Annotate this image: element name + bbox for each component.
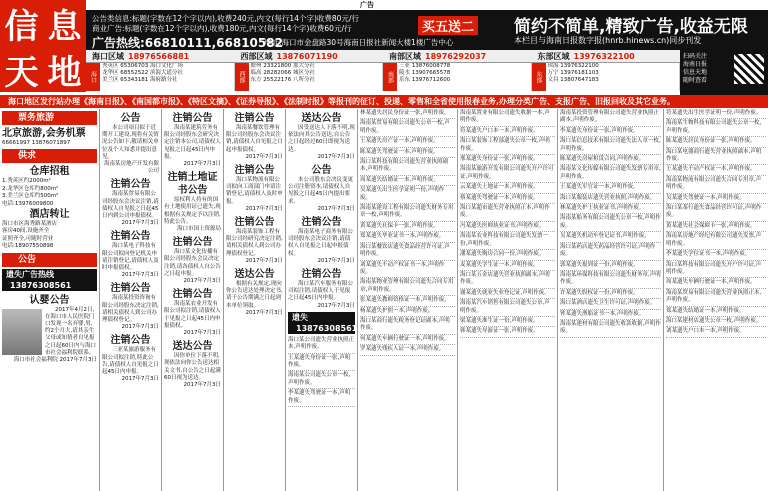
notice-sign: 2017年7月3日 [317, 153, 355, 160]
list-item: 吴某遗失出生医学证明一份,声明作废。 [360, 186, 455, 204]
list-item: 王某遗失房产证一本,声明作废。 [360, 137, 455, 147]
notice-sign: 2017年7月3日 [121, 272, 159, 279]
notice-sign: 海南某房地产开发有限公司 [103, 161, 159, 175]
notice-title: 注销公告 [110, 283, 151, 295]
hotel-line: 证照齐全,可随时营业 [2, 235, 54, 242]
region-phone [383, 50, 532, 62]
list-item: 海南某置业有限公司遗失收据一本,声明作废。 [460, 109, 555, 127]
list-item: 海南某投资管理有限公司遗失营业执照正副本,声明作废。 [560, 109, 661, 127]
hotline-label: 遗失 [292, 312, 308, 322]
list-item: 潘某遗失购房合同一份,声明作废。 [460, 250, 555, 260]
notice-title: 注销公告 [234, 113, 275, 124]
list-item: 海口某建材店遗失公章一枚,声明作废。 [666, 317, 766, 327]
notice-sign: 2017年7月3日 [183, 382, 221, 389]
ad-banner [86, 10, 768, 50]
list-item: 海口某五金店遗失营业执照副本,声明作废。 [460, 271, 555, 289]
notice-title: 注销公告 [234, 165, 275, 177]
list-item: 海南某环保科技有限公司遗失财务章,声明作废。 [560, 271, 661, 289]
ad-sub: 本栏目与海南日报数字报(hnrb.hinews.cn)同步刊发 [514, 36, 702, 45]
lost-ad-hotline [2, 269, 97, 291]
ad-address: 地址:海口市金盘路30号海南日报社新闻大楼1楼广告中心 [264, 38, 454, 47]
hotel-line: 海口市区海秀路某酒店 [2, 221, 58, 228]
logo-char-4: 地 [43, 46, 86, 92]
column-1 [0, 109, 100, 491]
branch-block [532, 63, 681, 91]
promo-badge: 买五送二 [418, 16, 478, 35]
notice-body: 海口某文化传播有限公司经股东会议决定注销,请各债权人自公告之日起申报。 [164, 249, 221, 277]
notice-body: 海南某建筑劳务有限公司经股东会研究决定注销本公司,请债权人见报之日起45日内申报。 [164, 125, 221, 160]
notice-sign: 海口市国土资源局 [176, 226, 221, 233]
notice-title: 送达公告 [234, 269, 275, 281]
list-item: 刘某遗失不动产权证书一本,声明作废。 [360, 261, 455, 279]
branch-line: 儋州 23321800 那大分社 [250, 63, 315, 69]
notice-title: 注销公告 [301, 217, 342, 229]
list-item: 杨某遗失护照一本,声明作废。 [360, 307, 455, 317]
ad-rate-line-1: 公告类信息:标题(字数在12个字以内),收费240元,内文(每行14个字)收费80元/行 [92, 14, 359, 23]
ad-slogan: 简约不简单,精致广告,收益无限 [514, 17, 748, 37]
list-item: 海南某建设工程有限公司遗失财务专用章一枚,声明作废。 [360, 204, 455, 222]
list-item: 韩某遗失导游证一张,声明作废。 [460, 327, 555, 337]
list-item: 何某遗失车辆行驶证一本,声明作废。 [360, 335, 455, 345]
notice-sign: 2017年7月3日 [317, 205, 355, 212]
ad-rate-line-2: 商业广告:标题(字数在12个字以内),收费180元,内文(每行14个字)收费60元/行 [92, 24, 352, 33]
notice-title: 注销公告 [234, 217, 275, 229]
list-item: 海南某房地产经纪有限公司遗失发票,声明作废。 [666, 232, 766, 250]
list-item: 王某遗失不动产权证一本,声明作废。 [666, 165, 766, 175]
list-item: 郑某遗失结婚证一本,声明作废。 [666, 307, 766, 317]
section-head-travel: 票务旅游 [2, 111, 97, 125]
branch-line: 三亚 13876008778 [399, 63, 451, 69]
branch-block [235, 63, 384, 91]
list-item: 王某遗失军官证一本,声明作废。 [560, 183, 661, 193]
infant-photo [2, 309, 42, 355]
notice-sign: 2017年7月3日 [121, 376, 159, 383]
notice-title: 注销公告 [110, 231, 151, 243]
notice-title: 送达公告 [172, 341, 213, 353]
list-item: 海口某装饰工程部遗失公章一枚,声明作废。 [460, 137, 555, 155]
region-name: 南部区域 [389, 52, 421, 61]
list-item: 林某遗失护士执业证书,声明作废。 [560, 204, 661, 214]
qr-text: 海南日报 [683, 61, 708, 68]
list-item: 邢某遗失身份证一张,声明作废。 [460, 155, 555, 165]
notice-title: 注销公告 [110, 335, 151, 347]
notice-title: 注销公告 [110, 179, 151, 191]
list-item: 陈某遗失房屋租赁合同,声明作废。 [560, 155, 661, 165]
branch-line: 美兰区 65343181 海府路分社 [102, 77, 178, 83]
notice-body: 因受送达人下落不明,现依法向其公告送达,自公告之日起经过60日即视为送达。 [288, 125, 355, 153]
travel-agency-title: 北京旅游,会务机票 [2, 128, 86, 139]
list-item: 陈某遗失驾驶证一本,声明作废。 [360, 148, 455, 158]
list-item: 麦某遗失学生证一本,声明作废。 [460, 261, 555, 271]
notice-sign: 2017年7月3日 [121, 220, 159, 227]
list-item: 海口某电器商行遗失营业执照副本,声明作废。 [666, 148, 766, 166]
list-item: 李某遗失驾驶证一本,声明作废。 [288, 389, 355, 407]
hotel-line: 客房40间,设施齐全 [2, 228, 50, 235]
notice-sign: 2017年7月3日 [245, 205, 283, 212]
branch-line: 万宁 13976181103 [547, 70, 599, 76]
list-item: 吴某遗失驾驶证一本,声明作废。 [666, 194, 766, 204]
list-item: 黄某遗失社会保障卡一张,声明作废。 [666, 222, 766, 232]
list-item: 云某遗失土地证一本,声明作废。 [460, 183, 555, 193]
logo-char-1: 信 [0, 0, 43, 46]
notice-sign: 2017年7月3日 [317, 302, 355, 309]
notice-title: 公告 [120, 113, 141, 124]
notice-sign: 海口市社会福利院 2017年7月3日 [13, 357, 97, 364]
list-item: 海口某服装店遗失营业执照,声明作废。 [560, 194, 661, 204]
branch-block [383, 63, 532, 91]
list-item: 王某遗失身份证一张,声明作废。 [288, 354, 355, 372]
section-label: 广告 [360, 1, 374, 9]
notice-title: 注销公告 [172, 237, 213, 249]
notice-sign: 2017年7月3日 [183, 278, 221, 285]
list-item: 海口某药店遗失药品经营许可证,声明作废。 [560, 243, 661, 261]
branch-line: 琼海 13976322100 [547, 63, 599, 69]
notice-title: 公告 [311, 165, 332, 177]
notice-body: 根据有关规定,现向你公告送达处理决定书,请于公告期满之日起到本单位领取。 [226, 281, 283, 309]
notice-title: 注销公告 [301, 269, 342, 281]
notice-body: 三亚某旅游服务有限公司拟注销,特此公告,请债权人自见报之日起45日内申报。 [102, 347, 159, 376]
list-item: 海口某科技有限公司遗失营业执照副本,声明作废。 [360, 158, 455, 176]
branch-tag: 东部 [532, 63, 546, 91]
qr-code-icon [734, 54, 764, 84]
list-item: 海南某贸易有限公司遗失公章一枚,声明作废。 [360, 119, 455, 137]
region-phone-row [86, 50, 680, 63]
branch-tag: 南部 [383, 63, 397, 91]
branch-line: 东方 25522176 八所分社 [250, 77, 315, 83]
list-item: 周某遗失结婚证一本,声明作废。 [360, 176, 455, 186]
logo-char-2: 息 [43, 0, 86, 46]
page-top-bar [0, 0, 768, 10]
column-7 [458, 109, 558, 491]
region-phone [532, 50, 681, 62]
list-item: 符某遗失户口本一本,声明作废。 [460, 127, 555, 137]
classifieds-content [0, 109, 768, 491]
branch-block [86, 63, 235, 91]
list-item: 罗某遗失残疾人证一本,声明作废。 [360, 345, 455, 355]
list-item: 梁某遗失准生证一份,声明作废。 [460, 317, 555, 327]
column-5 [286, 109, 358, 491]
list-item: 李某遗失学位证书一本,声明作废。 [666, 250, 766, 260]
list-item: 海口某超市遗失营业执照正本,声明作废。 [460, 204, 555, 222]
list-item: 海南某贸易有限公司遗失营业执照正本,声明作废。 [666, 289, 766, 307]
notice-sign: 2017年7月3日 [245, 153, 283, 160]
list-item: 海南某农业科技有限公司遗失发票一份,声明作废。 [460, 232, 555, 250]
distribution-notice-bar: 海口地区发行站办理《海南日报》、《南国都市报》、《特区文摘》、《证券导报》、《法制时报》等报刊的征订、投递、零售和全省使用报春业务,办理分类广告、支报广告、旧报回收及其它业务。 [0, 95, 768, 108]
list-item: 海口某商行遗失税务登记证副本,声明作废。 [360, 317, 455, 335]
notice-title: 注销公告 [172, 289, 213, 301]
list-item: 吴某遗失机动车登记证书,声明作废。 [560, 232, 661, 242]
branch-line: 临高 28282066 城区分社 [250, 70, 315, 76]
column-4 [224, 109, 286, 491]
region-name: 东部区域 [537, 52, 570, 61]
branch-line: 陵水 13907665578 [399, 70, 451, 76]
list-item: 陈某遗失居民身份证一张,声明作废。 [666, 137, 766, 147]
notice-title: 认婴公告 [29, 294, 70, 306]
hotel-title: 酒店转让 [29, 209, 70, 221]
list-item: 海口某茶行遗失食品经营许可证,声明作废。 [666, 204, 766, 222]
notice-sign: 2017年7月3日 [121, 324, 159, 331]
branch-list [86, 63, 680, 91]
branch-tag: 海口 [86, 63, 100, 91]
masthead [0, 10, 768, 50]
notice-body: 海南某装饰工程有限公司经研究决定注销,请相关债权人到公司办理债权登记。 [226, 229, 283, 257]
list-item: 海口某公司遗失营业执照正本,声明作废。 [288, 336, 355, 354]
region-number: 18976566881 [128, 52, 190, 61]
hotline-number: 13876308561 [296, 323, 358, 333]
list-item: 林某遗失居民身份证一张,声明作废。 [360, 109, 455, 119]
region-name: 西部区域 [240, 52, 273, 61]
notice-title: 注销土地证书公告 [167, 172, 218, 197]
list-item: 李某遗失身份证一张,声明作废。 [560, 127, 661, 137]
list-item: 海南某物业管理有限公司遗失合同专用章,声明作废。 [360, 278, 455, 296]
region-phone [86, 50, 235, 62]
list-item: 海南某建材有限公司遗失收款收据,声明作废。 [560, 320, 661, 338]
hotline-number: 13876308561 [10, 280, 72, 290]
branch-line: 乐东 13976712600 [399, 77, 451, 83]
list-item: 黄某遗失社保卡一张,声明作废。 [360, 222, 455, 232]
branch-line: 文昌 13807647183 [547, 77, 599, 83]
branch-line: 龙华区 68552522 滨海大道分社 [102, 70, 183, 76]
lost-hotline [288, 312, 358, 334]
list-item: 海口某餐饮店遗失食品经营许可证,声明作废。 [360, 243, 455, 261]
notice-sign: 2017年7月3日 [245, 309, 283, 316]
list-item: 海南某生物科技有限公司遗失公章一枚,声明作废。 [666, 119, 766, 137]
notice-body: 因你单位下落不明,现依法向你公告送达相关文书,自公告之日起满60日视为送达。 [164, 353, 221, 381]
notice-body: 海南某电子商务有限公司经股东会决议注销,请债权人自见报之日起申报债权。 [288, 229, 354, 257]
list-item: 海南某汽车销售有限公司遗失公章,声明作废。 [460, 299, 555, 317]
list-item: 谢某遗失就业失业登记证,声明作废。 [460, 289, 555, 299]
column-9 [664, 109, 768, 491]
region-number: 13876071190 [276, 52, 338, 61]
list-item: 海南某旅游开发有限公司遗失开户许可证,声明作废。 [460, 165, 555, 183]
rent-title: 仓库招租 [29, 166, 70, 178]
list-item: 海南某物流有限公司遗失合同专用章,声明作废。 [666, 176, 766, 194]
notice-body: 本公司项目拟于近期开工建设,现将有关情况公告如下,敬请相关单位及个人知悉并提出意见。 [102, 125, 159, 160]
notice-body: 原权利人持有的国有土地使用证已遗失,现根据有关规定予以注销,特此公告。 [164, 197, 221, 225]
list-item: 钟某遗失渔船证书一本,声明作废。 [560, 310, 661, 320]
list-item: 海南某船务有限公司遗失公章一枚,声明作废。 [560, 214, 661, 232]
branch-line: 秀英区 65306703 海口文化广场 [102, 63, 183, 69]
list-item: 海南某文化传媒有限公司遗失发票专用章,声明作废。 [560, 165, 661, 183]
notice-body: 海口某汽车服务有限公司拟注销,请债权人于见报之日起45日内申报。 [288, 281, 354, 302]
column-2 [100, 109, 162, 491]
notice-body: 海南某贸易有限公司经股东会决议注销,请债权人自见报之日起45日内到公司申报债权。 [102, 191, 159, 220]
rent-line: 3.美兰区仓库约500m² [2, 193, 59, 200]
list-item: 海口某信息技术有限公司遗失法人章一枚,声明作废。 [560, 137, 661, 155]
column-6 [358, 109, 458, 491]
logo [0, 0, 86, 92]
region-name: 海口区域 [92, 52, 124, 61]
notice-body: 海南某投资咨询有限公司经股东决定注销,请相关债权人到公司办理债权登记。 [102, 295, 159, 324]
rent-line: 电话:13976009800 [2, 200, 54, 207]
qr-text: 信息天地 [683, 69, 708, 76]
hotline-label: 遗失广告热线 [6, 269, 54, 279]
qr-panel [680, 50, 768, 95]
list-item: 刘某遗失户口本一本,声明作废。 [666, 327, 766, 337]
notice-sign: 2017年7月3日 [183, 330, 221, 337]
qr-text: 随时查看 [683, 77, 708, 84]
hotel-line: 电话:18907550898 [2, 243, 54, 250]
rent-line: 2.龙华区仓库约800m² [2, 185, 59, 192]
list-item: 海南某公司遗失公章一枚,声明作废。 [288, 371, 355, 389]
notice-sign: 2017年7月3日 [245, 257, 283, 264]
list-item: 符某遗失出生医学证明一份,声明作废。 [666, 109, 766, 119]
region-number: 18976292037 [425, 52, 487, 61]
qr-text: 扫码关注 [683, 53, 708, 60]
notice-body: 海口某物流有限公司拟向工商部门申请注销登记,请债权人及时申报。 [226, 177, 283, 205]
rent-line: 1.秀英区约2000m² [2, 178, 51, 185]
notice-body: 海口某电子科技有限公司拟向登记机关申请注销登记,请债权人及时申报债权。 [102, 243, 159, 272]
list-item: 周某遗失车辆行驶证一本,声明作废。 [666, 278, 766, 288]
notice-title: 注销公告 [172, 113, 213, 124]
travel-agency-phone: 66661997 13876071897 [2, 140, 71, 146]
notice-title: 送达公告 [301, 113, 342, 124]
section-head-notice: 公告 [2, 253, 97, 267]
list-item: 郭某遗失报到证一份,声明作废。 [560, 261, 661, 271]
notice-sign: 2017年7月3日 [317, 257, 355, 264]
column-8 [558, 109, 664, 491]
section-head-supply: 供求 [2, 149, 97, 163]
list-item: 蔡某遗失驾驶证一本,声明作废。 [460, 194, 555, 204]
list-item: 许某遗失股权证一份,声明作废。 [560, 289, 661, 299]
notice-body: 本公司股东会决议变更公司注册资本,请债权人自见报之日起45日内提出要求。 [288, 177, 354, 205]
notice-body: 海南某餐饮管理有限公司经股东会决议注销,请债权人自见报之日起申报债权。 [226, 125, 283, 153]
list-item: 冯某遗失医师执业证书,声明作废。 [460, 222, 555, 232]
logo-char-3: 天 [0, 46, 43, 92]
list-item: 海口某科技有限公司遗失开户许可证,声明作废。 [666, 261, 766, 279]
notice-body: 海南某农业开发有限公司拟注销,请债权人于见报之日起45日内申报债权。 [164, 301, 221, 329]
column-3 [162, 109, 224, 491]
region-phone [235, 50, 384, 62]
notice-body: 2017年4月2日,在海口市人民医院门口发现一名弃婴,男,约2个月大,请其亲生父母或知情者自见报之日起60日内与海口市社会福利院联系。 [45, 306, 96, 356]
region-number: 13976322100 [573, 52, 635, 61]
lost-list [288, 336, 355, 407]
ad-hotline: 广告热线:66810111,66810582 [92, 36, 283, 50]
list-item: 海口某酒店遗失卫生许可证,声明作废。 [560, 299, 661, 309]
notice-sign: 2017年7月3日 [183, 161, 221, 168]
branch-tag: 西部 [235, 63, 249, 91]
list-item: 张某遗失教师资格证一本,声明作废。 [360, 296, 455, 306]
list-item: 郑某遗失毕业证书一本,声明作废。 [360, 232, 455, 242]
